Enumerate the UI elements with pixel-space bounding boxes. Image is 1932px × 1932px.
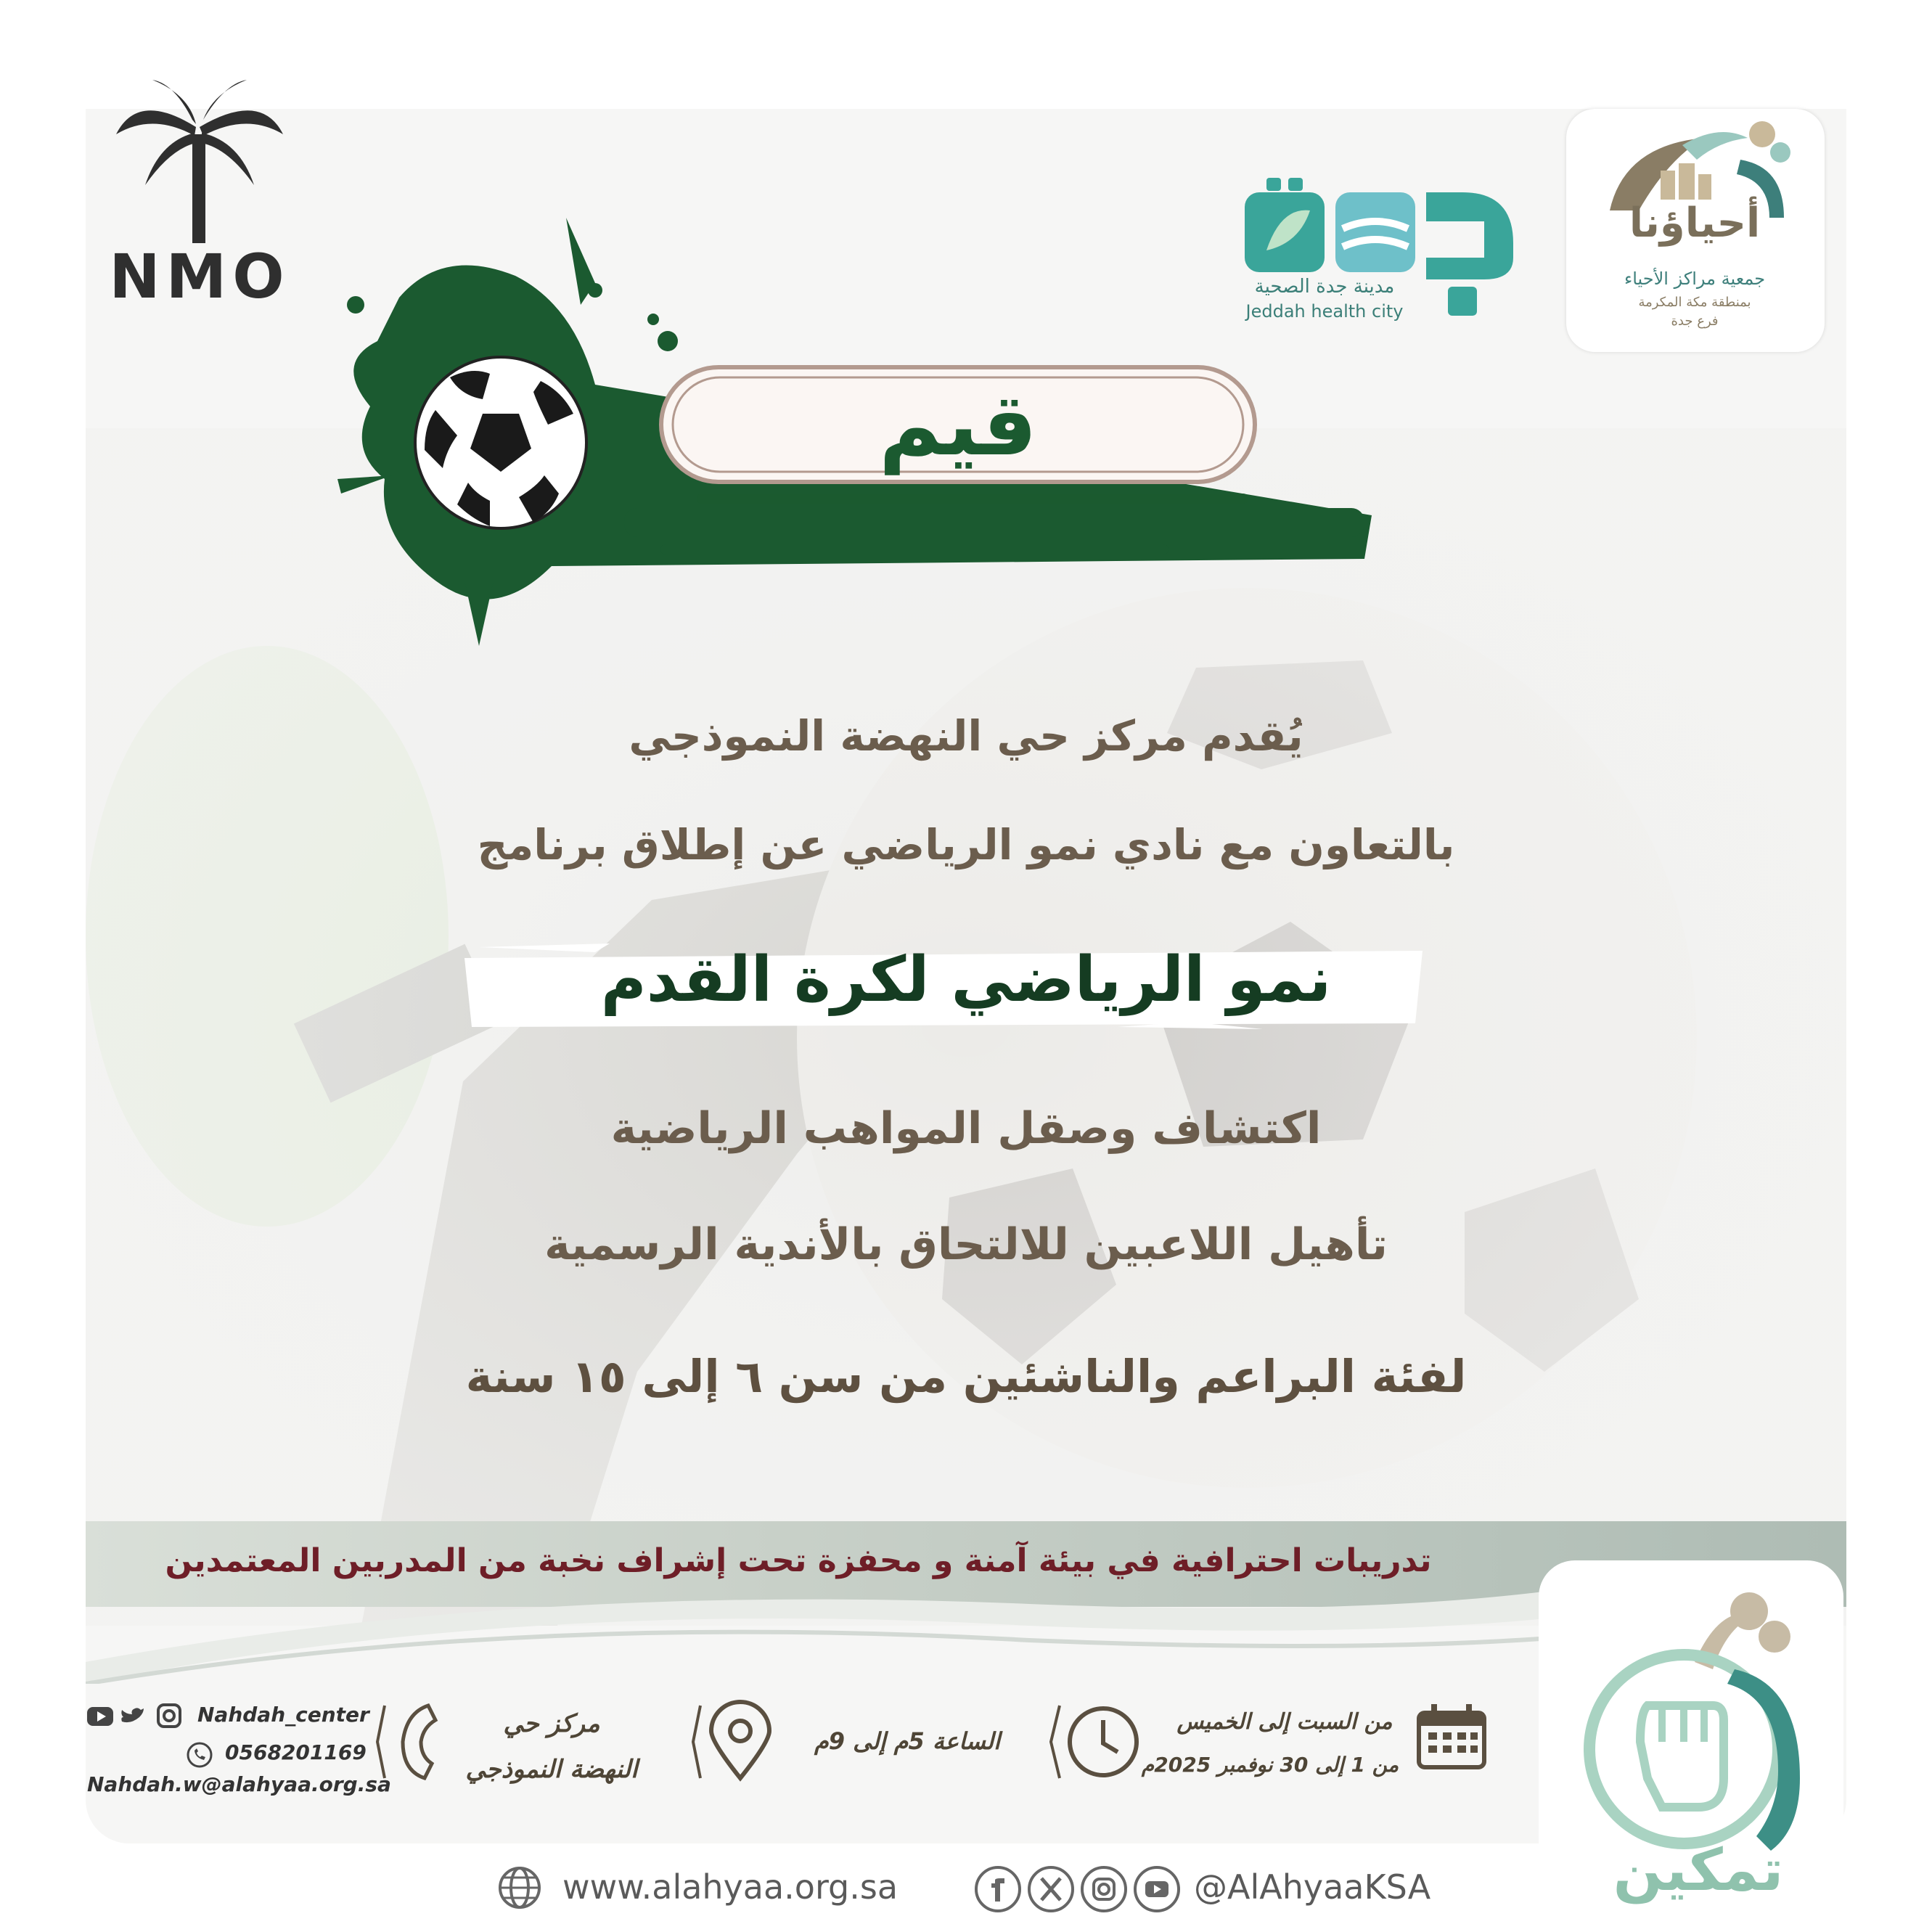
email-address[interactable]: Nahdah.w@alahyaa.org.sa (87, 1772, 391, 1796)
intro-line: يُقدم مركز حي النهضة النموذجي (629, 711, 1303, 761)
ahyaa-name: أحياؤنا (1629, 200, 1761, 247)
schedule-dates: من 1 إلى 30 نوفمبر 2025م (1141, 1753, 1399, 1777)
tagline: تدريبات احترافية في بيئة آمنة و محفزة تحت إشراف نخبة من المدربين المعتمدين (165, 1542, 1432, 1579)
goal-line-qualification: تأهيل اللاعبين للالتحاق بالأندية الرسمية (544, 1219, 1388, 1270)
nmo-logo (109, 76, 290, 308)
ahyaa-subtitle: جمعية مراكز الأحياء (1624, 269, 1766, 289)
social-handle[interactable]: Nahdah_center (197, 1703, 369, 1727)
nmo-logo-text: NMO (109, 241, 290, 308)
venue-line-2: النهضة النموذجي (465, 1755, 638, 1784)
footer-social-icons (973, 1864, 1183, 1915)
location-pin-icon (689, 1698, 784, 1785)
ahyaa-region: بمنطقة مكة المكرمة (1638, 295, 1751, 310)
whatsapp-icon (185, 1740, 214, 1769)
decorative-wave (86, 1582, 1610, 1684)
schedule-days: من السبت إلى الخميس (1176, 1709, 1393, 1735)
program-title: نمو الرياضي لكرة القدم (600, 944, 1332, 1016)
jeddah-caption-english: Jeddah health city (1245, 301, 1404, 322)
social-icons-group (87, 1703, 189, 1729)
age-group-line: لفئة البراعم والناشئين من سن ٦ إلى ١٥ سنة (465, 1350, 1467, 1403)
website-link[interactable]: www.alahyaa.org.sa (562, 1867, 899, 1907)
calendar-icon (1415, 1702, 1488, 1771)
globe-icon (497, 1865, 542, 1910)
tamkeen-label: تمكين (1613, 1836, 1784, 1904)
schedule-hours: الساعة 5م إلى 9م (814, 1727, 1001, 1755)
ahyaa-branch: فرع جدة (1671, 314, 1719, 329)
jeddah-caption-arabic: مدينة جدة الصحية (1254, 276, 1395, 298)
clock-icon (1045, 1698, 1147, 1785)
venue-line-1: مركز حي (503, 1709, 600, 1738)
partnership-line: بالتعاون مع نادي نمو الرياضي عن إطلاق برنامج (477, 820, 1455, 869)
social-media-handle[interactable]: @AlAhyaaKSA (1194, 1867, 1431, 1907)
goal-line-discovery: اكتشاف وصقل المواهب الرياضية (610, 1103, 1322, 1154)
phone-number[interactable]: 0568201169 (225, 1740, 367, 1764)
value-label: قيم (879, 374, 1037, 475)
